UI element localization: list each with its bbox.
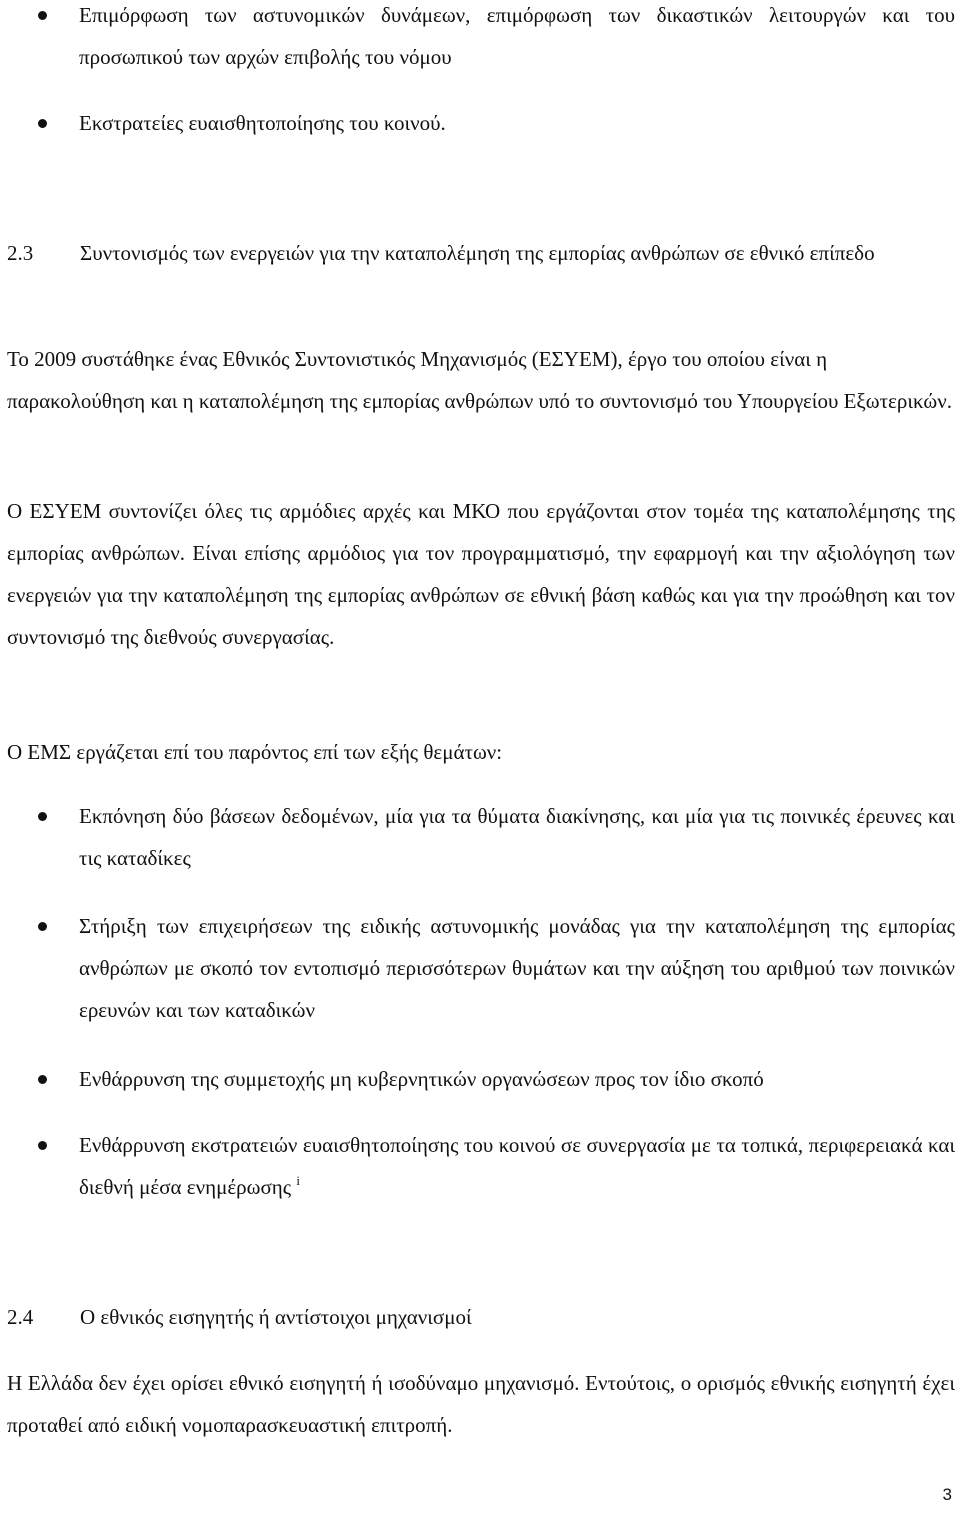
section-heading-2-4 bbox=[7, 1296, 955, 1338]
list-item bbox=[40, 102, 955, 144]
section-heading-2-3 bbox=[7, 232, 955, 274]
list-item-text: Εκπόνηση δύο βάσεων δεδομένων, μία για τα θύματα διακίνησης, και μία για τις ποινικές έρευνες και τις καταδίκες bbox=[79, 804, 955, 870]
list-item-text: Στήριξη των επιχειρήσεων της ειδικής αστυνομικής μονάδας για την καταπολέμηση της εμπορίας ανθρώπων με σκοπό τον εντοπισμό περισσότερων θυμάτων και την αύξηση του αριθμού των ποινικών ερευνών και των καταδικών bbox=[79, 914, 955, 1022]
page-number: 3 bbox=[942, 1485, 952, 1504]
section-title: Ο εθνικός εισηγητής ή αντίστοιχοι μηχανισμοί bbox=[80, 1305, 472, 1329]
bullet-icon bbox=[38, 922, 47, 931]
bullet-icon bbox=[38, 1075, 47, 1084]
list-item-text-content: Ενθάρρυνση εκστρατειών ευαισθητοποίησης του κοινού σε συνεργασία με τα τοπικά, περιφερειακά και διεθνή μέσα ενημέρωσης bbox=[79, 1133, 955, 1199]
list-item bbox=[40, 1124, 955, 1208]
paragraph: Ο ΕΜΣ εργάζεται επί του παρόντος επί των εξής θεμάτων: bbox=[7, 740, 503, 764]
list-item-text: Επιμόρφωση των αστυνομικών δυνάμεων, επιμόρφωση των δικαστικών λειτουργών και του προσωπικού των αρχών επιβολής του νόμου bbox=[79, 3, 955, 69]
paragraph: Ο ΕΣΥΕΜ συντονίζει όλες τις αρμόδιες αρχές και ΜΚΟ που εργάζονται στον τομέα της καταπολέμησης της εμπορίας ανθρώπων. Είναι επίσης αρμόδιος για τον προγραμματισμό, την εφαρμογή και την αξιολόγηση των ενεργειών για την καταπολέμηση της εμπορίας ανθρώπων σε εθνική βάση καθώς και για την προώθηση και τον συντονισμό της διεθνούς συνεργασίας. bbox=[7, 499, 955, 649]
section-title: Συντονισμός των ενεργειών για την καταπολέμηση της εμπορίας ανθρώπων σε εθνικό επίπεδο bbox=[80, 241, 875, 265]
bullet-icon bbox=[38, 1141, 47, 1150]
list-item bbox=[40, 0, 955, 78]
footnote-reference[interactable]: i bbox=[296, 1173, 300, 1188]
bullet-icon bbox=[38, 812, 47, 821]
section-number: 2.3 bbox=[7, 241, 34, 265]
list-item bbox=[40, 905, 955, 1031]
list-item-text: Ενθάρρυνση της συμμετοχής μη κυβερνητικών οργανώσεων προς τον ίδιο σκοπό bbox=[79, 1067, 764, 1091]
paragraph: Η Ελλάδα δεν έχει ορίσει εθνικό εισηγητή ή ισοδύναμο μηχανισμό. Εντούτοις, ο ορισμός εθνικής εισηγητή έχει προταθεί από ειδική νομοπαρασκευαστική επιτροπή. bbox=[7, 1371, 955, 1437]
section-number: 2.4 bbox=[7, 1305, 34, 1329]
list-item-text: Εκστρατείες ευαισθητοποίησης του κοινού. bbox=[79, 111, 446, 135]
bullet-icon bbox=[38, 11, 47, 20]
bullet-icon bbox=[38, 119, 47, 128]
paragraph: Το 2009 συστάθηκε ένας Εθνικός Συντονιστικός Μηχανισμός (ΕΣΥΕΜ), έργο του οποίου είναι η παρακολούθηση και η καταπολέμηση της εμπορίας ανθρώπων υπό το συντονισμό του Υπουργείου Εξωτερικών. bbox=[7, 347, 952, 413]
list-item bbox=[40, 795, 955, 879]
list-item bbox=[40, 1058, 955, 1100]
list-item-text bbox=[79, 1124, 955, 1208]
